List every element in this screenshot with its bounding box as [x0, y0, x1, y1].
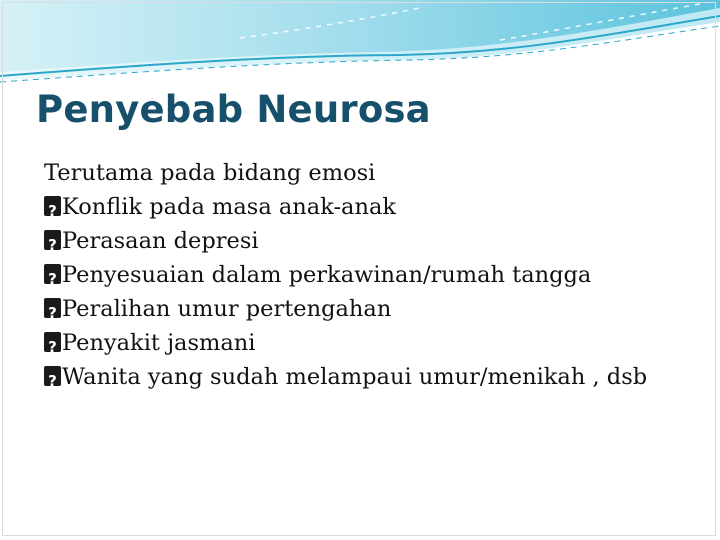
list-item [44, 190, 684, 224]
missing-glyph-icon [44, 264, 61, 284]
missing-glyph-icon [44, 366, 61, 386]
list-item-text: Perasaan depresi [62, 228, 259, 254]
bullet-list [44, 190, 684, 394]
list-item-text: Peralihan umur pertengahan [62, 296, 392, 322]
list-item-text: Penyakit jasmani [62, 330, 256, 356]
list-item [44, 360, 684, 394]
missing-glyph-icon [44, 230, 61, 250]
lead-line: Terutama pada bidang emosi [44, 160, 376, 186]
list-item-text: Wanita yang sudah melampaui umur/menikah , dsb [62, 364, 648, 390]
list-item [44, 326, 684, 360]
missing-glyph-icon [44, 298, 61, 318]
list-item [44, 224, 684, 258]
list-item-text: Penyesuaian dalam perkawinan/rumah tangga [62, 262, 592, 288]
slide-title: Penyebab Neurosa [36, 88, 431, 131]
list-item [44, 292, 684, 326]
slide-body [44, 156, 684, 394]
missing-glyph-icon [44, 332, 61, 352]
list-item [44, 258, 684, 292]
missing-glyph-icon [44, 196, 61, 216]
list-item-text: Konflik pada masa anak-anak [62, 194, 396, 220]
